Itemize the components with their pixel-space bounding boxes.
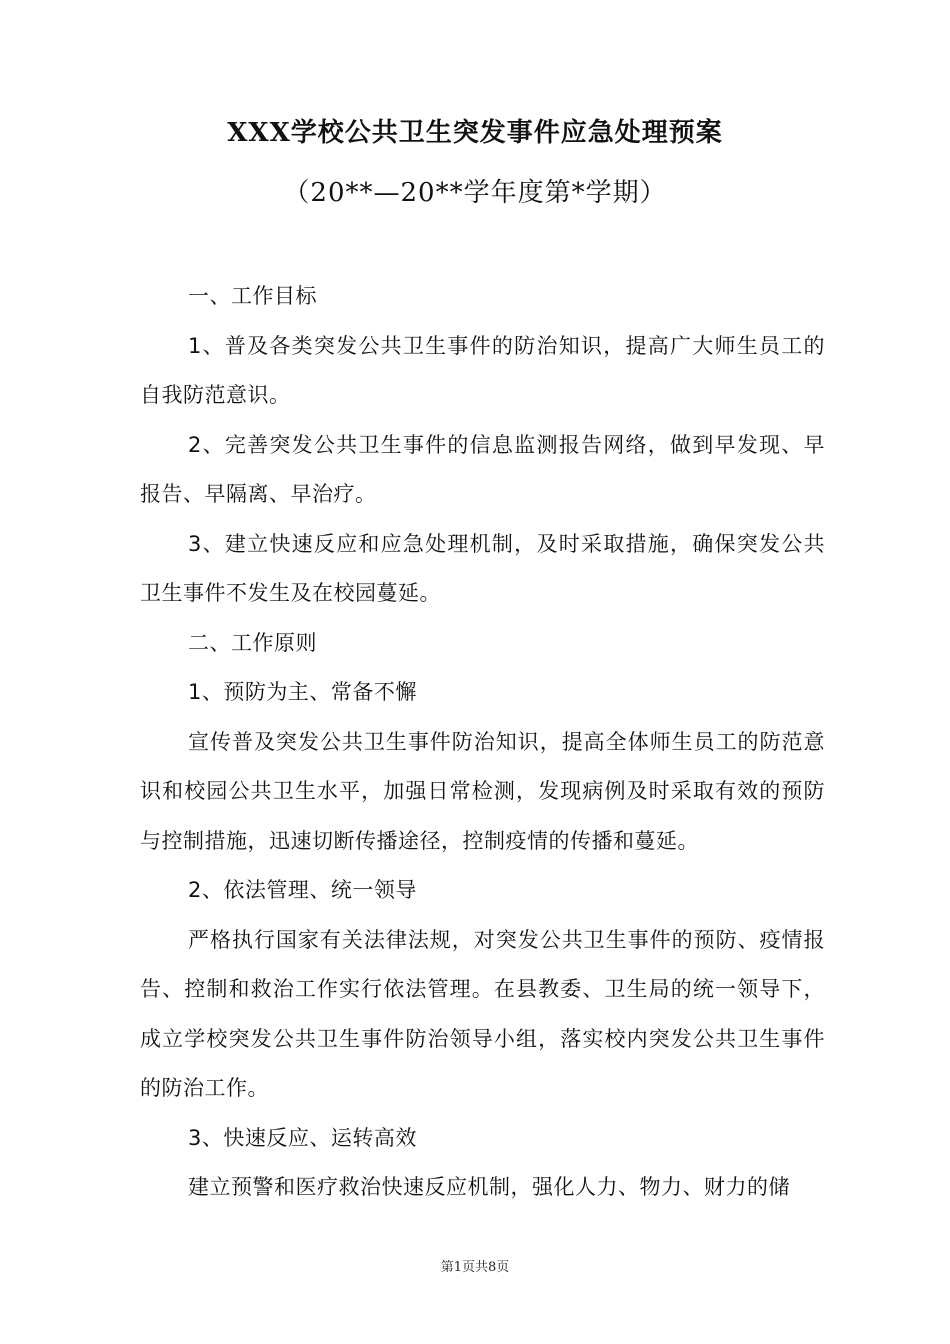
page-footer: 第1页共8页: [440, 1260, 510, 1275]
document-title: XXX学校公共卫生突发事件应急处理预案: [227, 118, 723, 148]
goal-item-2: 2、完善突发公共卫生事件的信息监测报告网络，做到早发现、早报告、早隔离、早治疗。: [140, 432, 825, 506]
goal-item-3: 3、建立快速反应和应急处理机制，及时采取措施，确保突发公共卫生事件不发生及在校园蔓延。: [140, 531, 825, 605]
principle-text-3: 建立预警和医疗救治快速反应机制，强化人力、物力、财力的储: [188, 1175, 790, 1199]
principle-text-2: 严格执行国家有关法律法规，对突发公共卫生事件的预防、疫情报告、控制和救治工作实行依法管理。在县教委、卫生局的统一领导下，成立学校突发公共卫生事件防治领导小组，落实校内突发公共卫生事件的防治工作。: [140, 927, 825, 1100]
goal-item-1: 1、普及各类突发公共卫生事件的防治知识，提高广大师生员工的自我防范意识。: [140, 333, 825, 407]
principle-heading-2: 2、依法管理、统一领导: [188, 878, 417, 902]
document-body: [140, 272, 825, 1213]
principle-text-1: 宣传普及突发公共卫生事件防治知识，提高全体师生员工的防范意识和校园公共卫生水平，加强日常检测，发现病例及时采取有效的预防与控制措施，迅速切断传播途径，控制疫情的传播和蔓延。: [140, 729, 825, 853]
section-heading-goals: 一、工作目标: [188, 284, 317, 308]
principle-heading-3: 3、快速反应、运转高效: [188, 1125, 417, 1150]
section-heading-principles: 二、工作原则: [188, 630, 317, 655]
principle-heading-1: 1、预防为主、常备不懈: [188, 680, 417, 704]
document-subtitle: （20**—20**学年度第*学期）: [283, 178, 667, 208]
